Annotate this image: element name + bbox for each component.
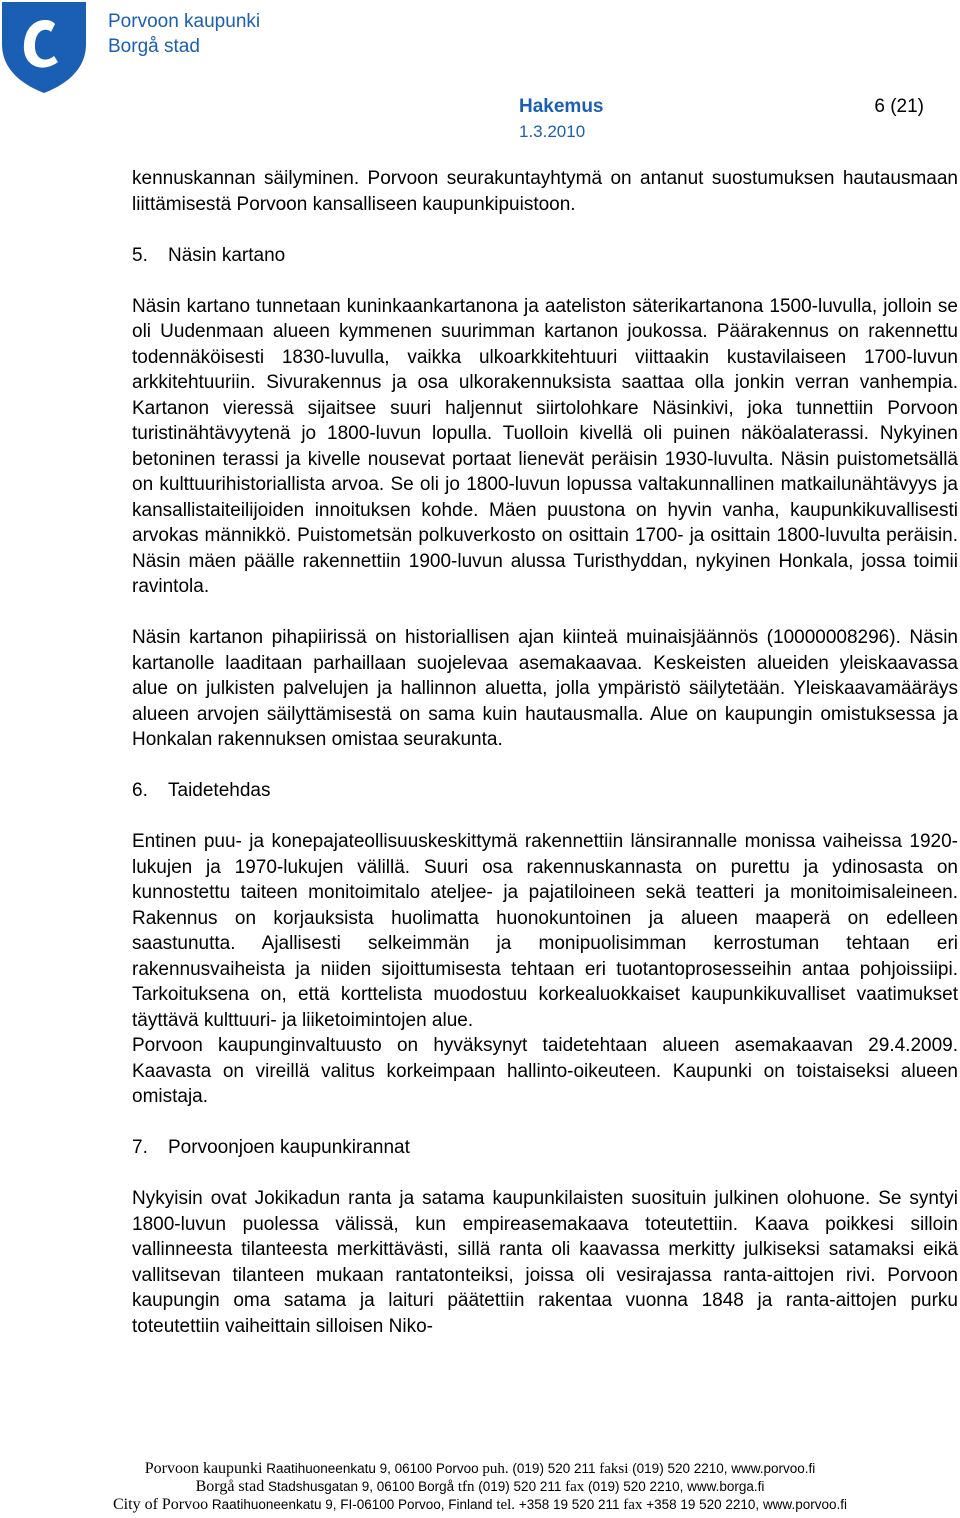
section-heading-7 — [132, 1135, 958, 1161]
intro-paragraph: kennuskannan säilyminen. Porvoon seurakuntayhtymä on antanut suostumuksen hautausmaan liittämisestä Porvoon kansalliseen kaupunkipuistoon. — [132, 168, 958, 215]
document-date: 1.3.2010 — [519, 122, 586, 141]
footer-line-finnish — [0, 1460, 960, 1478]
section-7-paragraph-1: Nykyisin ovat Jokikadun ranta ja satama kaupunkilaisten suosituin julkinen olohuone. Se syntyi 1800-luvun puolessa välissä, kun empireasemakaava toteutettiin. Kaava poikkesi silloin vallinneesta tilanteesta merkittävästi, sillä ranta oli kaavassa merkitty julkiseksi satamaksi eikä vallitsevan tilanteen mukaan rantatonteiksi, joissa oli vesirajassa ranta-aittojen rivi. Porvoon kaupungin oma satama ja laituri päätettiin rakentaa vuonna 1848 ja ranta-aittojen purku toteutettiin vaiheittain silloisen Niko- — [132, 1188, 958, 1337]
section-number: 7. — [132, 1137, 148, 1158]
city-coat-of-arms-icon — [0, 0, 88, 94]
section-5-paragraph-2: Näsin kartanon pihapiirissä on historiallisen ajan kiinteä muinaisjäännös (10000008296). Näsin kartanolle laaditaan parhaillaan suojelevaa asemakaavaa. Keskeisten alueiden yleiskaavassa alue on julkisten palvelujen ja hallinnon aluetta, jolla ympäristö säilytetään. Yleiskaavamääräys alueen arvojen säilyttämisestä on sama kuin hautausmalla. Alue on kaupungin omistuksessa ja Honkalan rakennuksen omistaa seurakunta. — [132, 627, 958, 750]
footer-fax: (019) 520 2210, www.borga.fi — [584, 1479, 765, 1494]
footer-line-swedish — [0, 1478, 960, 1496]
footer-address: Raatihuoneenkatu 9, 06100 Porvoo — [262, 1461, 483, 1476]
organization-name — [108, 9, 260, 59]
org-name-finnish: Porvoon kaupunki — [108, 11, 261, 32]
footer-phone: (019) 520 211 — [474, 1479, 566, 1494]
org-name-swedish: Borgå stad — [108, 36, 200, 57]
section-6-paragraph-2: Porvoon kaupunginvaltuusto on hyväksynyt taidetehtaan alueen asemakaavan 29.4.2009. Kaavasta on vireillä valitus korkeimpaan hallinto-oikeuteen. Kaupunki on toistaiseksi alueen omistaja. — [132, 1035, 958, 1107]
footer-org-name: City of Porvoo — [113, 1496, 209, 1513]
section-title: Taidetehdas — [168, 780, 271, 801]
section-number: 6. — [132, 780, 148, 801]
footer-phone: +358 19 520 211 — [515, 1497, 624, 1512]
section-number: 5. — [132, 244, 148, 266]
footer-fax-label: fax — [623, 1497, 643, 1513]
footer-phone: (019) 520 211 — [508, 1461, 600, 1476]
section-title: Porvoonjoen kaupunkirannat — [168, 1137, 410, 1158]
footer-fax: (019) 520 2210, www.porvoo.fi — [628, 1461, 816, 1476]
page-number: 6 (21) — [874, 96, 924, 117]
footer-fax-label: fax — [565, 1479, 585, 1495]
document-body — [132, 166, 958, 1365]
section-5-paragraph-1: Näsin kartano tunnetaan kuninkaankartanona ja aateliston säterikartanona 1500-luvulla, jolloin se oli Uudenmaan alueen kymmenen suurimman kartanon joukossa. Päärakennus on rakennettu todennäköisesti 1830-luvulla, vaikka ulkoarkkitehtuuri viittaakin kustavilaiseen 1700-luvun arkkitehtuuriin. Sivurakennus ja osa ulkorakennuksista saattaa olla jonkin verran vanhempia. Kartanon vieressä sijaitsee suuri haljennut siirtolohkare Näsinkivi, joka tunnettiin Porvoon turistinähtävyytenä jo 1800-luvun lopulla. Tuolloin kivellä oli puinen näköalaterassi. Nykyinen betoninen terassi ja kivelle nousevat portaat lienevät peräisin 1930-luvulta. Näsin puistometsällä on kulttuurihistoriallista arvoa. Se oli jo 1800-luvun lopussa valtakunnallinen matkailunähtävyys ja kansallistaiteilijoiden innoituksen kohde. Mäen puustona on hyvin vanha, kaupunkikuvallisesti arvokas männikkö. Puistometsän polkuverkosto on osittain 1700- ja osittain 1800-luvulta peräisin. Näsin mäen päälle rakennettiin 1900-luvun alussa Turisthyddan, nykyinen Honkala, jossa toimii ravintola. — [132, 295, 958, 597]
footer-org-name: Porvoon kaupunki — [144, 1460, 263, 1477]
document-title: Hakemus — [519, 96, 604, 117]
footer-org-name: Borgå stad — [195, 1478, 265, 1495]
footer-fax-label: faksi — [599, 1461, 629, 1477]
section-6-paragraph-1: Entinen puu- ja konepajateollisuuskeskittymä rakennettiin länsirannalle monissa vaiheissa 1920-lukujen ja 1970-lukujen välillä. Suuri osa rakennuskannasta on purettu ja ydinosasta on kunnostettu taiteen monitoimitalo ateljee- ja pajatiloineen sekä teatteri ja monitoimisaleineen. Rakennus on korjauksista huolimatta huonokuntoinen ja alueen maaperä on edelleen saastunutta. Ajallisesti selkeimmän ja monipuolisimman kerrostuman tehtaan eri rakennusvaiheista ja niiden sijoittumisesta tehtaan eri tuotantoprosesseihin antaa pohjoissiipi. Tarkoituksena on, että korttelista muodostuu korkealuokkaiset kaupunkikuvalliset vaatimukset täyttävä kulttuuri- ja liiketoimintojen alue. — [132, 831, 958, 1031]
footer-address: Raatihuoneenkatu 9, FI-06100 Porvoo, Finland — [208, 1497, 497, 1512]
section-heading-6 — [132, 778, 958, 804]
footer-line-english — [0, 1496, 960, 1514]
footer-fax: +358 19 520 2210, www.porvoo.fi — [642, 1497, 847, 1512]
footer-phone-label: tfn — [457, 1479, 475, 1495]
section-title: Näsin kartano — [168, 244, 286, 266]
footer-address: Stadshusgatan 9, 06100 Borgå — [264, 1479, 458, 1494]
footer-phone-label: puh. — [482, 1461, 509, 1477]
section-heading-5 — [132, 243, 958, 269]
footer-phone-label: tel. — [496, 1497, 516, 1513]
